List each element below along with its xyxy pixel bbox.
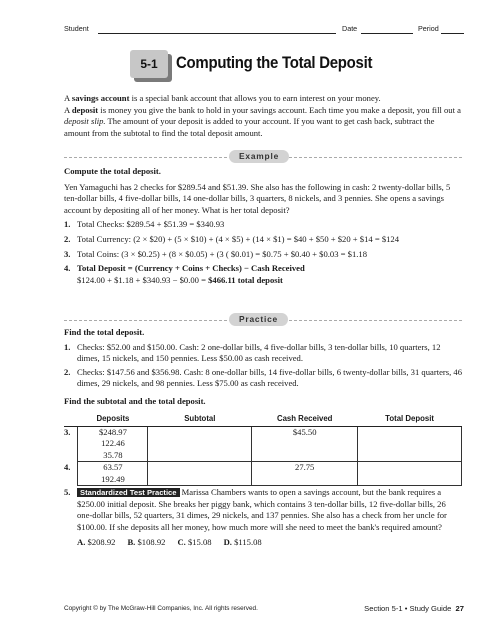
- example-step: [64, 234, 464, 246]
- item-number: 2.: [64, 366, 71, 377]
- table-row: [64, 426, 462, 462]
- deposit-value: 122.46: [101, 438, 125, 449]
- question-5: [64, 487, 462, 549]
- header-deposits: Deposits: [78, 413, 148, 426]
- practice-label: Practice: [229, 313, 288, 326]
- intro-text-e: The amount of your deposit is added to your account. If you want to get cash back, subtract the amount from the subtotal to find the total deposit amount.: [64, 116, 435, 138]
- deposit-value: 35.78: [103, 449, 123, 460]
- table-header-spacer: [64, 413, 78, 426]
- question-5-item: [64, 487, 462, 549]
- answer-choice-b[interactable]: [127, 537, 165, 549]
- footer-bullet: •: [404, 604, 408, 613]
- total-deposit-answer-cell[interactable]: [358, 426, 462, 462]
- practice-item: [64, 342, 464, 365]
- student-label: Student: [64, 24, 89, 33]
- answer-choice-d[interactable]: [224, 537, 262, 549]
- step-number: 4.: [64, 263, 71, 274]
- standardized-test-badge: Standardized Test Practice: [77, 488, 180, 497]
- lesson-number: 5-1: [130, 50, 168, 78]
- intro-text-b: is a special bank account that allows you to earn interest on your money.: [129, 93, 381, 103]
- choice-letter: C.: [177, 537, 186, 548]
- item-number: 1.: [64, 341, 71, 352]
- intro-text-c: A: [64, 104, 72, 115]
- header-total-deposit: Total Deposit: [358, 413, 462, 426]
- practice-heading-1: Find the total deposit.: [64, 327, 145, 337]
- choice-value: $108.92: [137, 537, 166, 548]
- step-number: 3.: [64, 248, 71, 259]
- practice-items: [64, 342, 464, 390]
- example-label: Example: [229, 150, 289, 163]
- deposits-cell: [78, 426, 148, 462]
- table-header-row: [64, 413, 462, 426]
- footer-section: Section 5-1: [364, 604, 403, 613]
- cash-received-cell: $45.50: [252, 426, 358, 462]
- example-steps: [64, 219, 464, 286]
- footer-right: [364, 604, 464, 614]
- footer-guide: Study Guide: [409, 604, 452, 613]
- example-problem: Yen Yamaguchi has 2 checks for $289.54 and $51.39. She also has the following in cash: 2 twenty-dollar bills, 5 ten-dollar bills, 4 five-dollar bills, 14 one-dollar bills, 3 quarters, 8 nickels, and 3 pennies. She opens a savings account by depositing all of her money. What is her total deposit?: [64, 181, 451, 215]
- student-name-line[interactable]: [98, 33, 336, 34]
- step-text: Total Checks: $289.54 + $51.39 = $340.93: [77, 219, 225, 230]
- subtotal-answer-cell[interactable]: [148, 462, 252, 486]
- choice-value: $208.92: [87, 537, 116, 548]
- period-line[interactable]: [441, 33, 464, 34]
- item-number: 5.: [64, 487, 71, 497]
- deposit-value: 63.57: [103, 462, 123, 473]
- intro-text-a: A: [64, 93, 72, 103]
- answer-choices: [77, 537, 462, 549]
- intro-text: [64, 93, 462, 139]
- practice-item: [64, 367, 464, 390]
- example-step: [64, 219, 464, 231]
- header-cash-received: Cash Received: [252, 413, 358, 426]
- item-text: Checks: $147.56 and $356.98. Cash: 8 one-dollar bills, 14 five-dollar bills, 6 twenty-dollar bills, 31 quarters, 46 dimes, 29 nickels, and 98 pennies. Less $75.00 as cash received.: [77, 366, 462, 389]
- example-answer: $466.11 total deposit: [208, 274, 283, 285]
- subtotal-answer-cell[interactable]: [148, 426, 252, 462]
- row-number: 4.: [64, 461, 71, 472]
- deposit-value: $248.97: [98, 426, 127, 437]
- term-deposit: deposit: [71, 104, 99, 115]
- answer-choice-a[interactable]: [77, 537, 115, 549]
- table-row: [64, 462, 462, 486]
- item-text: Checks: $52.00 and $150.00. Cash: 2 one-dollar bills, 4 five-dollar bills, 3 ten-dollar bills, 10 quarters, 12 dimes, 15 nickels, and 150 pennies. Less $50.00 as cash received.: [77, 341, 441, 364]
- step-text: Total Coins: (3 × $0.25) + (8 × $0.05) + (3 ( $0.01) = $0.75 + $0.40 + $0.03 = $1.18: [77, 248, 367, 259]
- cash-received-cell: 27.75: [252, 462, 358, 486]
- example-section: [64, 166, 464, 286]
- practice-heading-2: Find the subtotal and the total deposit.: [64, 395, 206, 406]
- example-step: [64, 263, 464, 286]
- practice-section: [64, 327, 464, 408]
- row-number: 3.: [64, 426, 71, 437]
- page-number: 27: [455, 604, 464, 613]
- step-number: 1.: [64, 219, 71, 230]
- question-5-text: Marissa Chambers wants to open a savings account, but the bank requires a $250.00 initial deposit. She breaks her piggy bank, which contains 3 ten-dollar bills, 12 five-dollar bills, 26 one-dollar bills, 52 quarters, 31 dimes, 29 nickels, and 137 pennies. She also has a check from her uncle for $100.00. If she deposits all her money, how much more will she need to meet the bank's required amount?: [77, 487, 447, 532]
- term-deposit-slip: deposit slip.: [64, 116, 106, 127]
- choice-value: $115.08: [234, 537, 262, 548]
- term-savings-account: savings account: [71, 93, 130, 103]
- answer-choice-c[interactable]: [177, 537, 211, 549]
- date-line[interactable]: [361, 33, 413, 34]
- lesson-title: Computing the Total Deposit: [176, 53, 373, 72]
- intro-text-d: is money you give the bank to hold in your savings account. Each time you make a deposit, you fill out a: [98, 104, 461, 115]
- choice-letter: D.: [223, 537, 232, 548]
- step-number: 2.: [64, 233, 71, 244]
- total-deposit-formula: Total Deposit = (Currency + Coins + Checks) − Cash Received: [77, 263, 305, 274]
- page-footer: [64, 605, 464, 614]
- total-deposit-answer-cell[interactable]: [358, 462, 462, 486]
- intro-paragraph-2: [64, 105, 462, 140]
- example-heading: Compute the total deposit.: [64, 166, 161, 176]
- deposit-table: [64, 413, 462, 486]
- intro-paragraph-1: [64, 93, 462, 105]
- step-text: $124.00 + $1.18 + $340.93 − $0.00 =: [77, 274, 209, 285]
- step-text: Total Currency: (2 × $20) + (5 × $10) + (4 × $5) + (14 × $1) = $40 + $50 + $20 + $14 = $124: [77, 233, 400, 244]
- question-5-list: [64, 487, 462, 549]
- date-label: Date: [342, 24, 358, 33]
- deposit-value: 192.49: [101, 473, 125, 484]
- choice-letter: B.: [127, 537, 136, 548]
- copyright-text: Copyright © by The McGraw-Hill Companies, Inc. All rights reserved.: [64, 605, 258, 612]
- lesson-header: [130, 50, 470, 80]
- choice-value: $15.08: [187, 537, 212, 548]
- header-subtotal: Subtotal: [148, 413, 252, 426]
- example-step: [64, 249, 464, 261]
- choice-letter: A.: [77, 537, 86, 548]
- deposits-cell: [78, 462, 148, 486]
- period-label: Period: [418, 24, 439, 33]
